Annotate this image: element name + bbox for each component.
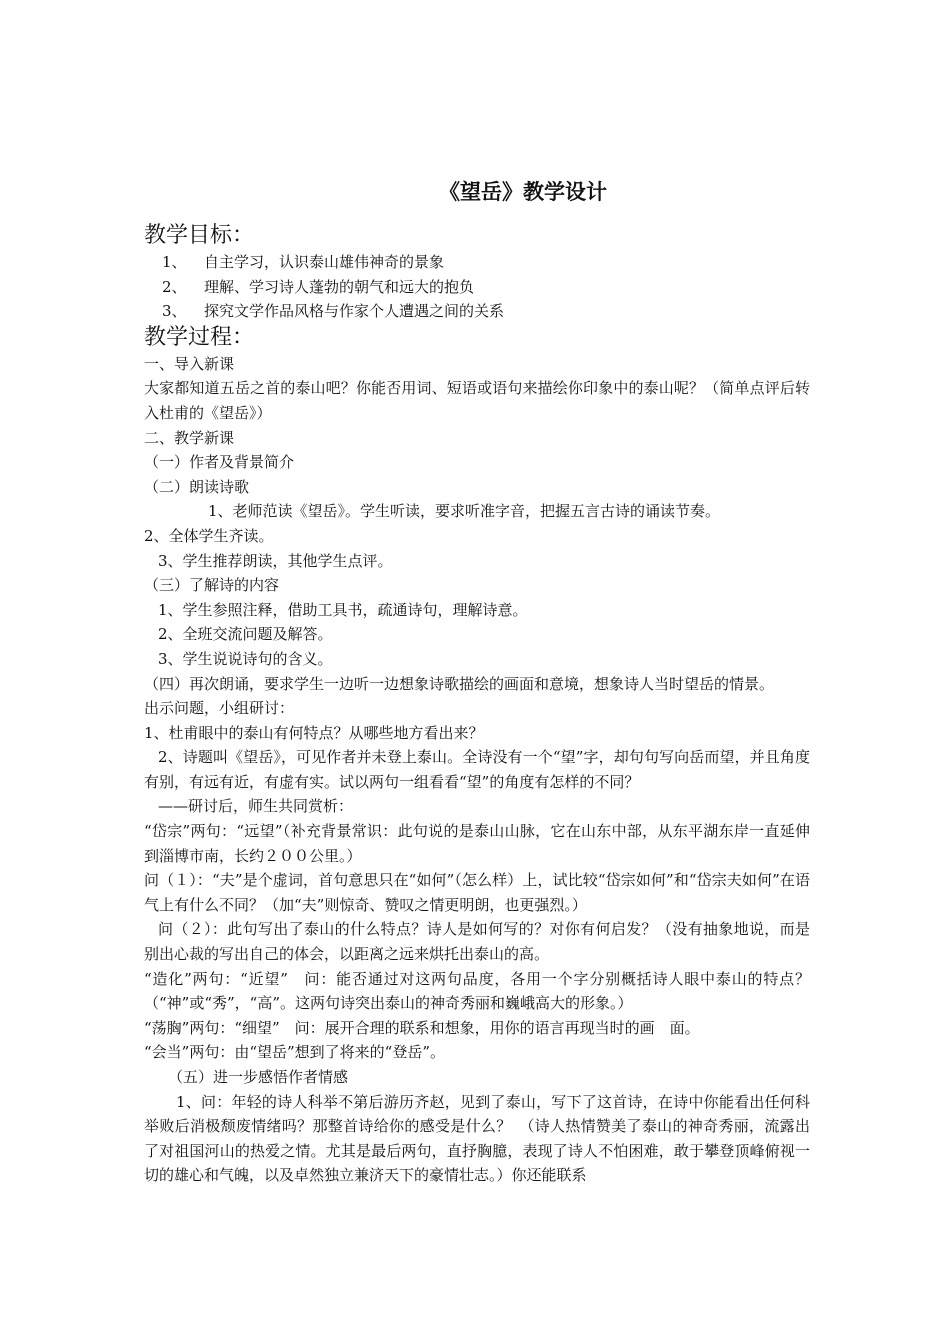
paragraph: “岱宗”两句：“远望”（补充背景常识：此句说的是泰山山脉，它在山东中部，从东平湖东岸一直延伸到淄博市南，长约２００公里。） <box>144 822 810 865</box>
list-item: 3、学生说说诗句的含义。 <box>158 649 333 668</box>
paragraph: 问（１）：“夫”是个虚词，首句意思只在“如何”（怎么样）上，试比较“岱宗如何”和“岱宗夫如何”在语气上有什么不同？（加“夫”则惊奇、赞叹之情更明朗，也更强烈。） <box>144 871 810 914</box>
list-item: 3、学生推荐朗读，其他学生点评。 <box>158 551 393 570</box>
list-item: 1、学生参照注释，借助工具书，疏通诗句，理解诗意。 <box>158 600 528 619</box>
goal-item <box>144 275 810 300</box>
list-item: 2、全体学生齐读。 <box>144 526 274 545</box>
process-heading: 教学过程： <box>144 324 255 350</box>
paragraph: （四）再次朗诵，要求学生一边听一边想象诗歌描绘的画面和意境，想象诗人当时望岳的情景。 <box>144 674 775 693</box>
goal-text: 理解、学习诗人蓬勃的朝气和远大的抱负 <box>204 277 475 296</box>
goal-number: 2、 <box>162 277 187 296</box>
section-heading: 一、导入新课 <box>144 354 235 373</box>
paragraph: 问（２）：此句写出了泰山的什么特点？诗人是如何写的？对你有何启发？（没有抽象地说，而是别出心裁的写出自己的体会，以距离之远来烘托出泰山的高。 <box>144 920 810 964</box>
goal-number: 1、 <box>162 253 187 271</box>
paragraph: 2、诗题叫《望岳》，可见作者并未登上泰山。全诗没有一个“望”字，却句句写向岳而望，并且角度有别，有远有近，有虚有实。试以两句一组看看“望”的角度有怎样的不同？ <box>144 748 810 791</box>
section-heading: 二、教学新课 <box>144 428 235 447</box>
paragraph: “会当”两句：由“望岳”想到了将来的“登岳”。 <box>144 1043 446 1062</box>
paragraph: 大家都知道五岳之首的泰山吧？你能否用词、短语或语句来描绘你印象中的泰山呢？（简单点评后转入杜甫的《望岳》） <box>144 379 810 422</box>
paragraph: 1、问：年轻的诗人科举不第后游历齐赵，见到了泰山，写下了这首诗，在诗中你能看出任何科举败后消极颓废情绪吗？那整首诗给你的感受是什么？ （诗人热情赞美了泰山的神奇秀丽，流露出了对祖国河山的热爱之情。尤其是最后两句，直抒胸臆，表现了诗人不怕困难，敢于攀登顶峰俯视一切的雄心和气魄，以及卓然独立兼济天下的豪情壮志。）你还能联系 <box>144 1092 810 1185</box>
goal-text: 自主学习，认识泰山雄伟神奇的景象 <box>204 253 445 271</box>
goals-heading: 教学目标： <box>144 223 255 248</box>
subsection-heading: （一）作者及背景简介 <box>144 453 295 472</box>
paragraph: “荡胸”两句：“细望” 问：展开合理的联系和想象，用你的语言再现当时的画 面。 <box>144 1018 700 1037</box>
list-item: 1、杜甫眼中的泰山有何特点？从哪些地方看出来？ <box>144 723 484 742</box>
subsection-heading: （三）了解诗的内容 <box>144 576 280 595</box>
goal-text: 探究文学作品风格与作家个人遭遇之间的关系 <box>204 302 505 321</box>
goal-item <box>144 250 810 275</box>
subsection-heading: （五）进一步感悟作者情感 <box>168 1068 349 1086</box>
list-item: 1、老师范读《望岳》。学生听读，要求听准字音，把握五言古诗的诵读节奏。 <box>208 502 721 521</box>
document-title: 《望岳》教学设计 <box>439 179 607 204</box>
goal-number: 3、 <box>162 302 187 321</box>
paragraph: 出示问题，小组研讨： <box>144 699 295 718</box>
paragraph: ——研讨后，师生共同赏析： <box>158 797 354 816</box>
subsection-heading: （二）朗读诗歌 <box>144 477 250 496</box>
list-item: 2、全班交流问题及解答。 <box>158 625 333 644</box>
paragraph: “造化”两句：“近望” 问：能否通过对这两句品度，各用一个字分别概括诗人眼中泰山的特点？（“神”或“秀”，“高”。这两句诗突出泰山的神奇秀丽和巍峨高大的形象。） <box>144 969 810 1013</box>
document-body <box>144 222 810 1188</box>
goal-item <box>144 299 810 324</box>
